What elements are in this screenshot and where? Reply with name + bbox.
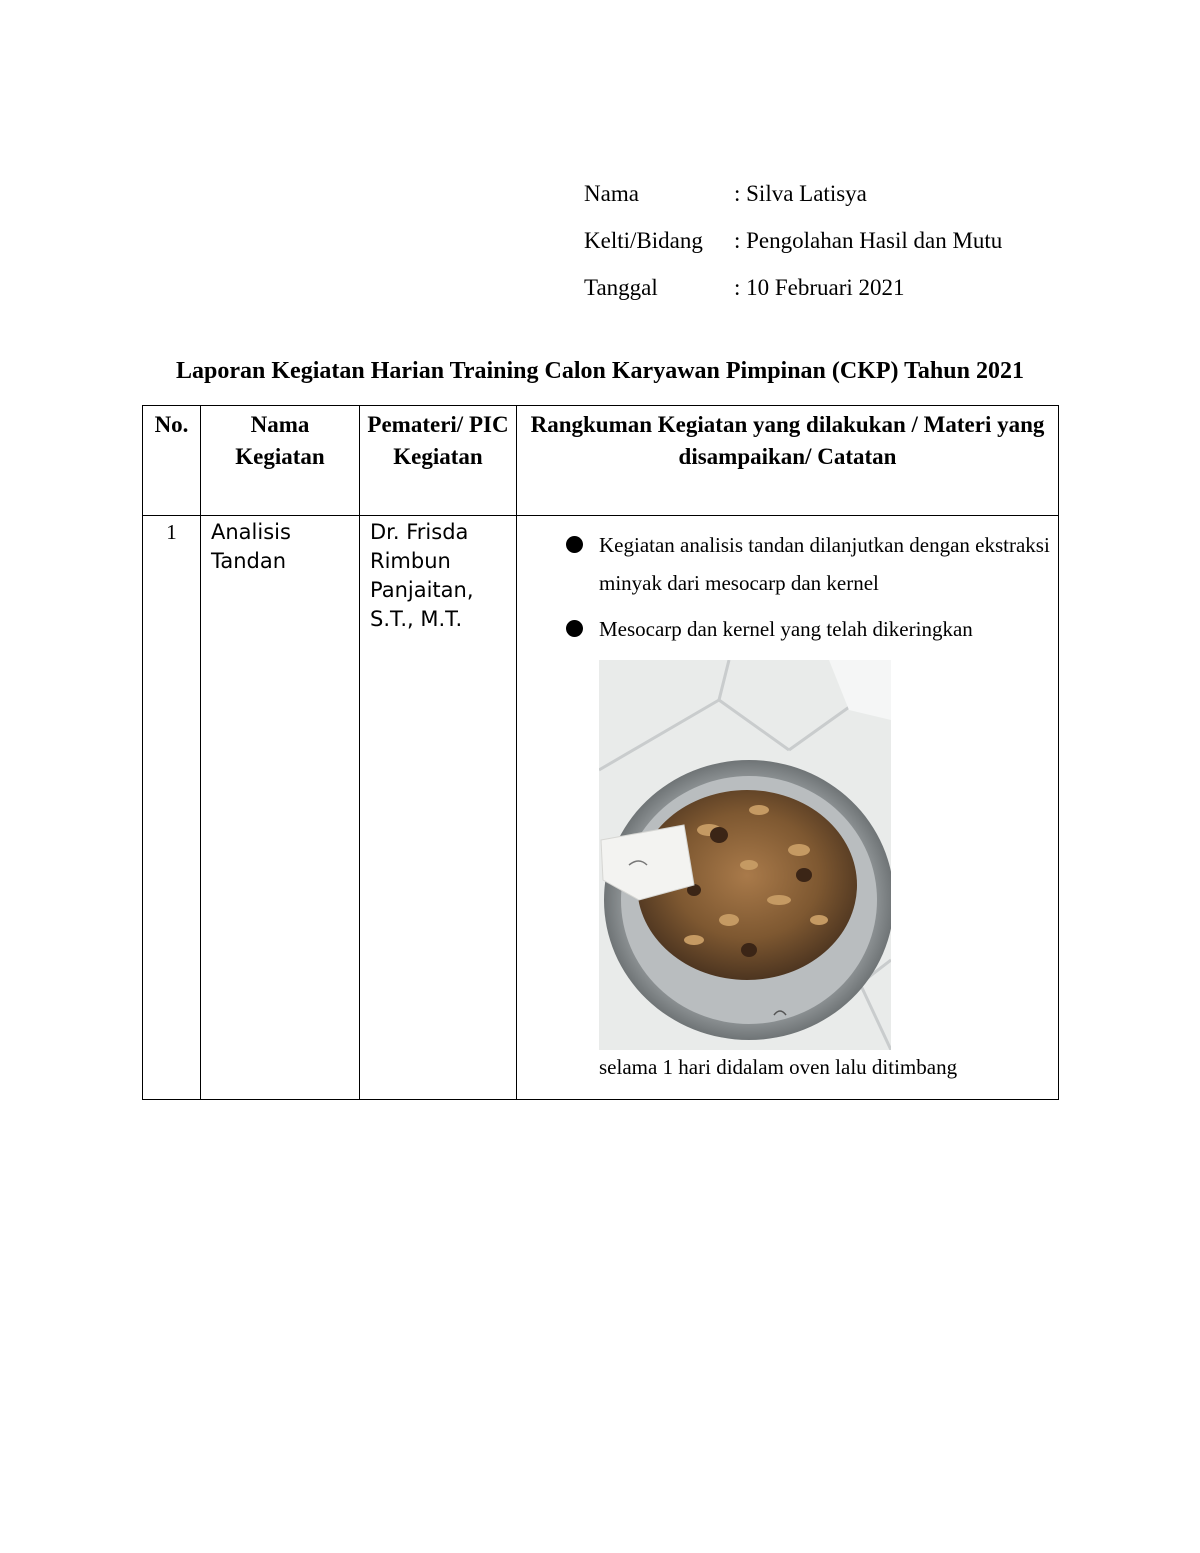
cell-pic: Dr. Frisda Rimbun Panjaitan, S.T., M.T.	[360, 516, 517, 1100]
bullet-icon	[566, 620, 583, 637]
cell-summary	[517, 516, 1059, 1100]
meta-value: : Pengolahan Hasil dan Mutu	[734, 227, 1003, 253]
bullet-item	[557, 610, 1058, 648]
bullet-text: Mesocarp dan kernel yang telah dikeringkan	[599, 617, 973, 641]
dried-mesocarp-photo	[599, 660, 891, 1050]
column-header-summary: Rangkuman Kegiatan yang dilakukan / Materi yang disampaikan/ Catatan	[517, 406, 1059, 516]
meta-value: : Silva Latisya	[734, 180, 867, 206]
document-title: Laporan Kegiatan Harian Training Calon Karyawan Pimpinan (CKP) Tahun 2021	[176, 358, 1024, 384]
cell-activity: Analisis Tandan	[201, 516, 360, 1100]
photo-caption: selama 1 hari didalam oven lalu ditimbang	[599, 1055, 958, 1079]
bullet-text: Kegiatan analisis tandan dilanjutkan dengan ekstraksi minyak dari mesocarp dan kernel	[599, 533, 1050, 595]
document-meta	[584, 170, 1002, 311]
bullet-item	[557, 526, 1058, 602]
table-row	[143, 516, 1059, 1100]
report-table	[142, 405, 1059, 1100]
meta-label: Tanggal	[584, 274, 658, 300]
meta-row-division	[584, 217, 1002, 264]
meta-label: Nama	[584, 180, 639, 206]
meta-row-name	[584, 170, 1002, 217]
column-header-activity: Nama Kegiatan	[201, 406, 360, 516]
meta-value: : 10 Februari 2021	[734, 274, 905, 300]
bullet-icon	[566, 536, 583, 553]
column-header-no: No.	[143, 406, 201, 516]
meta-row-date	[584, 264, 1002, 311]
table-header-row	[143, 406, 1059, 516]
column-header-pic: Pemateri/ PIC Kegiatan	[360, 406, 517, 516]
meta-label: Kelti/Bidang	[584, 227, 703, 253]
cell-no: 1	[143, 516, 201, 1100]
